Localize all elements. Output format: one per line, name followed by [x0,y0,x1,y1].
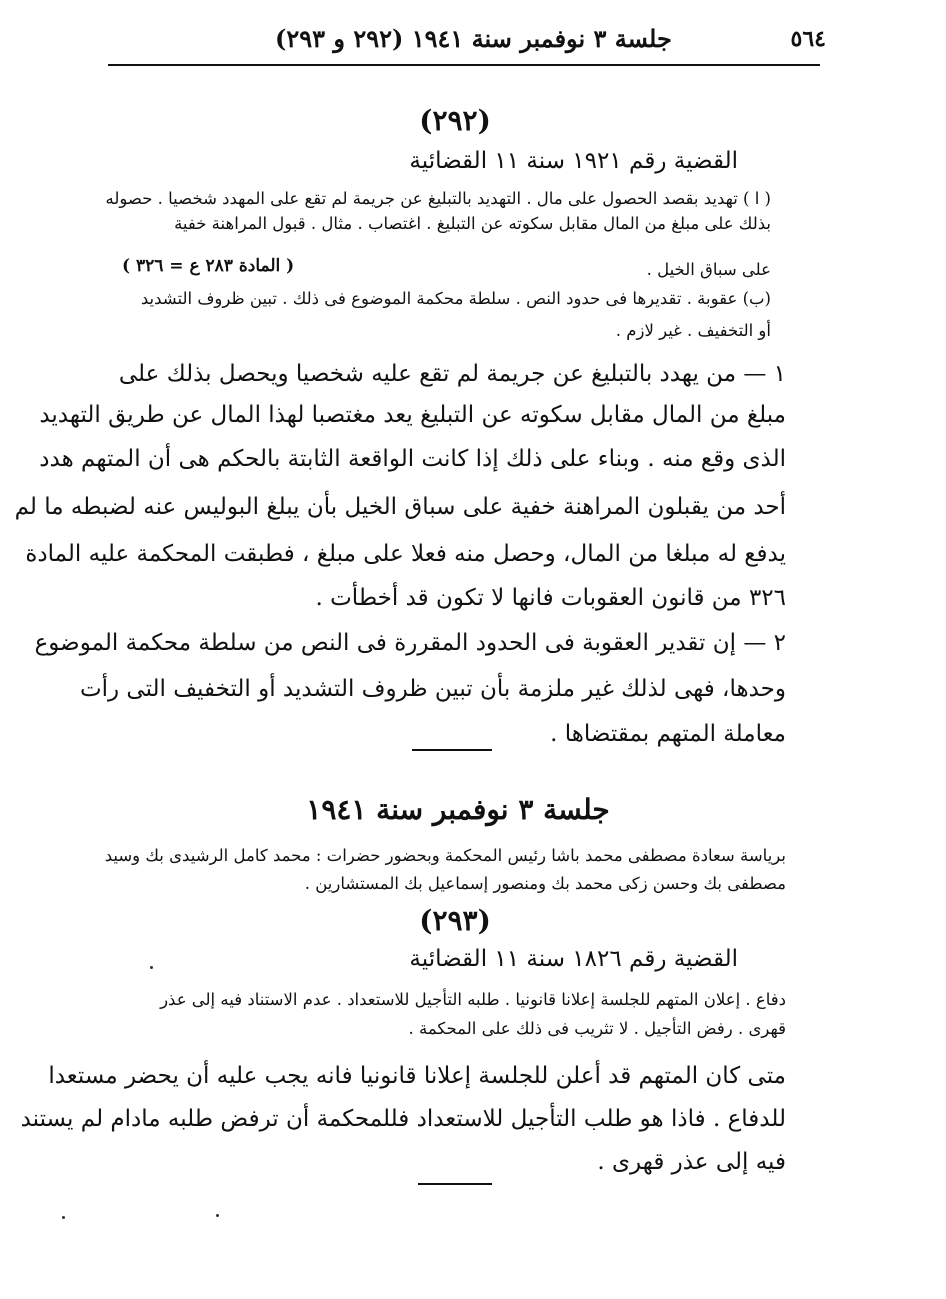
case-292-number: (٢٩٢) [419,104,491,137]
scan-speck [62,1216,65,1219]
case-293-summary-line: دفاع . إعلان المتهم للجلسة إعلانا قانونيا . طلبه التأجيل للاستعداد . عدم الاستناد فيه إلى عذر [160,990,786,1009]
case-293-summary-line: قهرى . رفض التأجيل . لا تثريب فى ذلك على المحكمة . [408,1019,786,1038]
session-title: جلسة ٣ نوفمبر سنة ١٩٤١ [306,793,610,826]
case-292-summary-a-line: على سباق الخيل . [646,260,771,279]
case-292-para-1-line: مبلغ من المال مقابل سكوته عن التبليغ يعد مغتصبا لهذا المال عن طريق التهديد [39,402,786,428]
case-293-para-line: للدفاع . فاذا هو طلب التأجيل للاستعداد فللمحكمة أن ترفض طلبه مادام لم يستند [20,1106,786,1132]
case-292-para-2-line: وحدها، فهى لذلك غير ملزمة بأن تبين ظروف التشديد أو التخفيف التى رأت [79,676,786,702]
scan-speck [150,966,153,969]
session-presidency-line: مصطفى بك وحسن زكى محمد بك ومنصور إسماعيل بك المستشارين . [304,874,786,893]
section-divider [418,1183,492,1185]
case-292-summary-a-line: ( ا ) تهديد بقصد الحصول على مال . التهديد بالتبليغ عن جريمة لم تقع على المهدد شخصيا . حصوله [105,189,771,208]
case-292-para-1-line: ٣٢٦ من قانون العقوبات فانها لا تكون قد أخطأت . [315,585,786,611]
case-292-reference: القضية رقم ١٩٢١ سنة ١١ القضائية [409,148,738,174]
case-292-para-2-line: ٢ — إن تقدير العقوبة فى الحدود المقررة فى النص من سلطة محكمة الموضوع [34,630,786,656]
case-292-article-ref: ( المادة ٢٨٣ ع = ٣٢٦ ) [122,256,295,276]
case-292-para-1-line: أحد من يقبلون المراهنة خفية على سباق الخيل بأن يبلغ البوليس عنه لضبطه ما لم [14,494,786,520]
case-292-para-1-line: يدفع له مبلغا من المال، وحصل منه فعلا على مبلغ ، فطبقت المحكمة عليه المادة [25,541,786,567]
case-292-summary-b-line: (ب) عقوبة . تقديرها فى حدود النص . سلطة محكمة الموضوع فى ذلك . تبين ظروف التشديد [140,289,771,308]
case-292-para-1-line: ١ — من يهدد بالتبليغ عن جريمة لم تقع عليه شخصيا ويحصل بذلك على [118,361,786,387]
case-292-summary-b-line: أو التخفيف . غير لازم . [615,321,771,340]
page-number: ٥٦٤ [790,26,826,52]
header-rule [108,64,820,66]
case-292-para-1-line: الذى وقع منه . وبناء على ذلك إذا كانت الواقعة الثابتة بالحكم هى أن المتهم هدد [39,446,786,472]
case-292-para-2-line: معاملة المتهم بمقتضاها . [550,721,786,747]
case-293-reference: القضية رقم ١٨٢٦ سنة ١١ القضائية [409,946,738,972]
case-293-para-line: فيه إلى عذر قهرى . [597,1149,786,1175]
running-title: جلسة ٣ نوفمبر سنة ١٩٤١ (٢٩٢ و ٢٩٣) [275,24,672,53]
scan-speck [216,1214,219,1217]
case-293-number: (٢٩٣) [419,904,491,937]
session-presidency-line: برياسة سعادة مصطفى محمد باشا رئيس المحكمة وبحضور حضرات : محمد كامل الرشيدى بك وسيد [104,846,786,865]
section-divider [412,749,492,751]
case-293-para-line: متى كان المتهم قد أعلن للجلسة إعلانا قانونيا فانه يجب عليه أن يحضر مستعدا [48,1063,786,1089]
case-292-summary-a-line: بذلك على مبلغ من المال مقابل سكوته عن التبليغ . اغتصاب . مثال . قبول المراهنة خفية [174,214,771,233]
